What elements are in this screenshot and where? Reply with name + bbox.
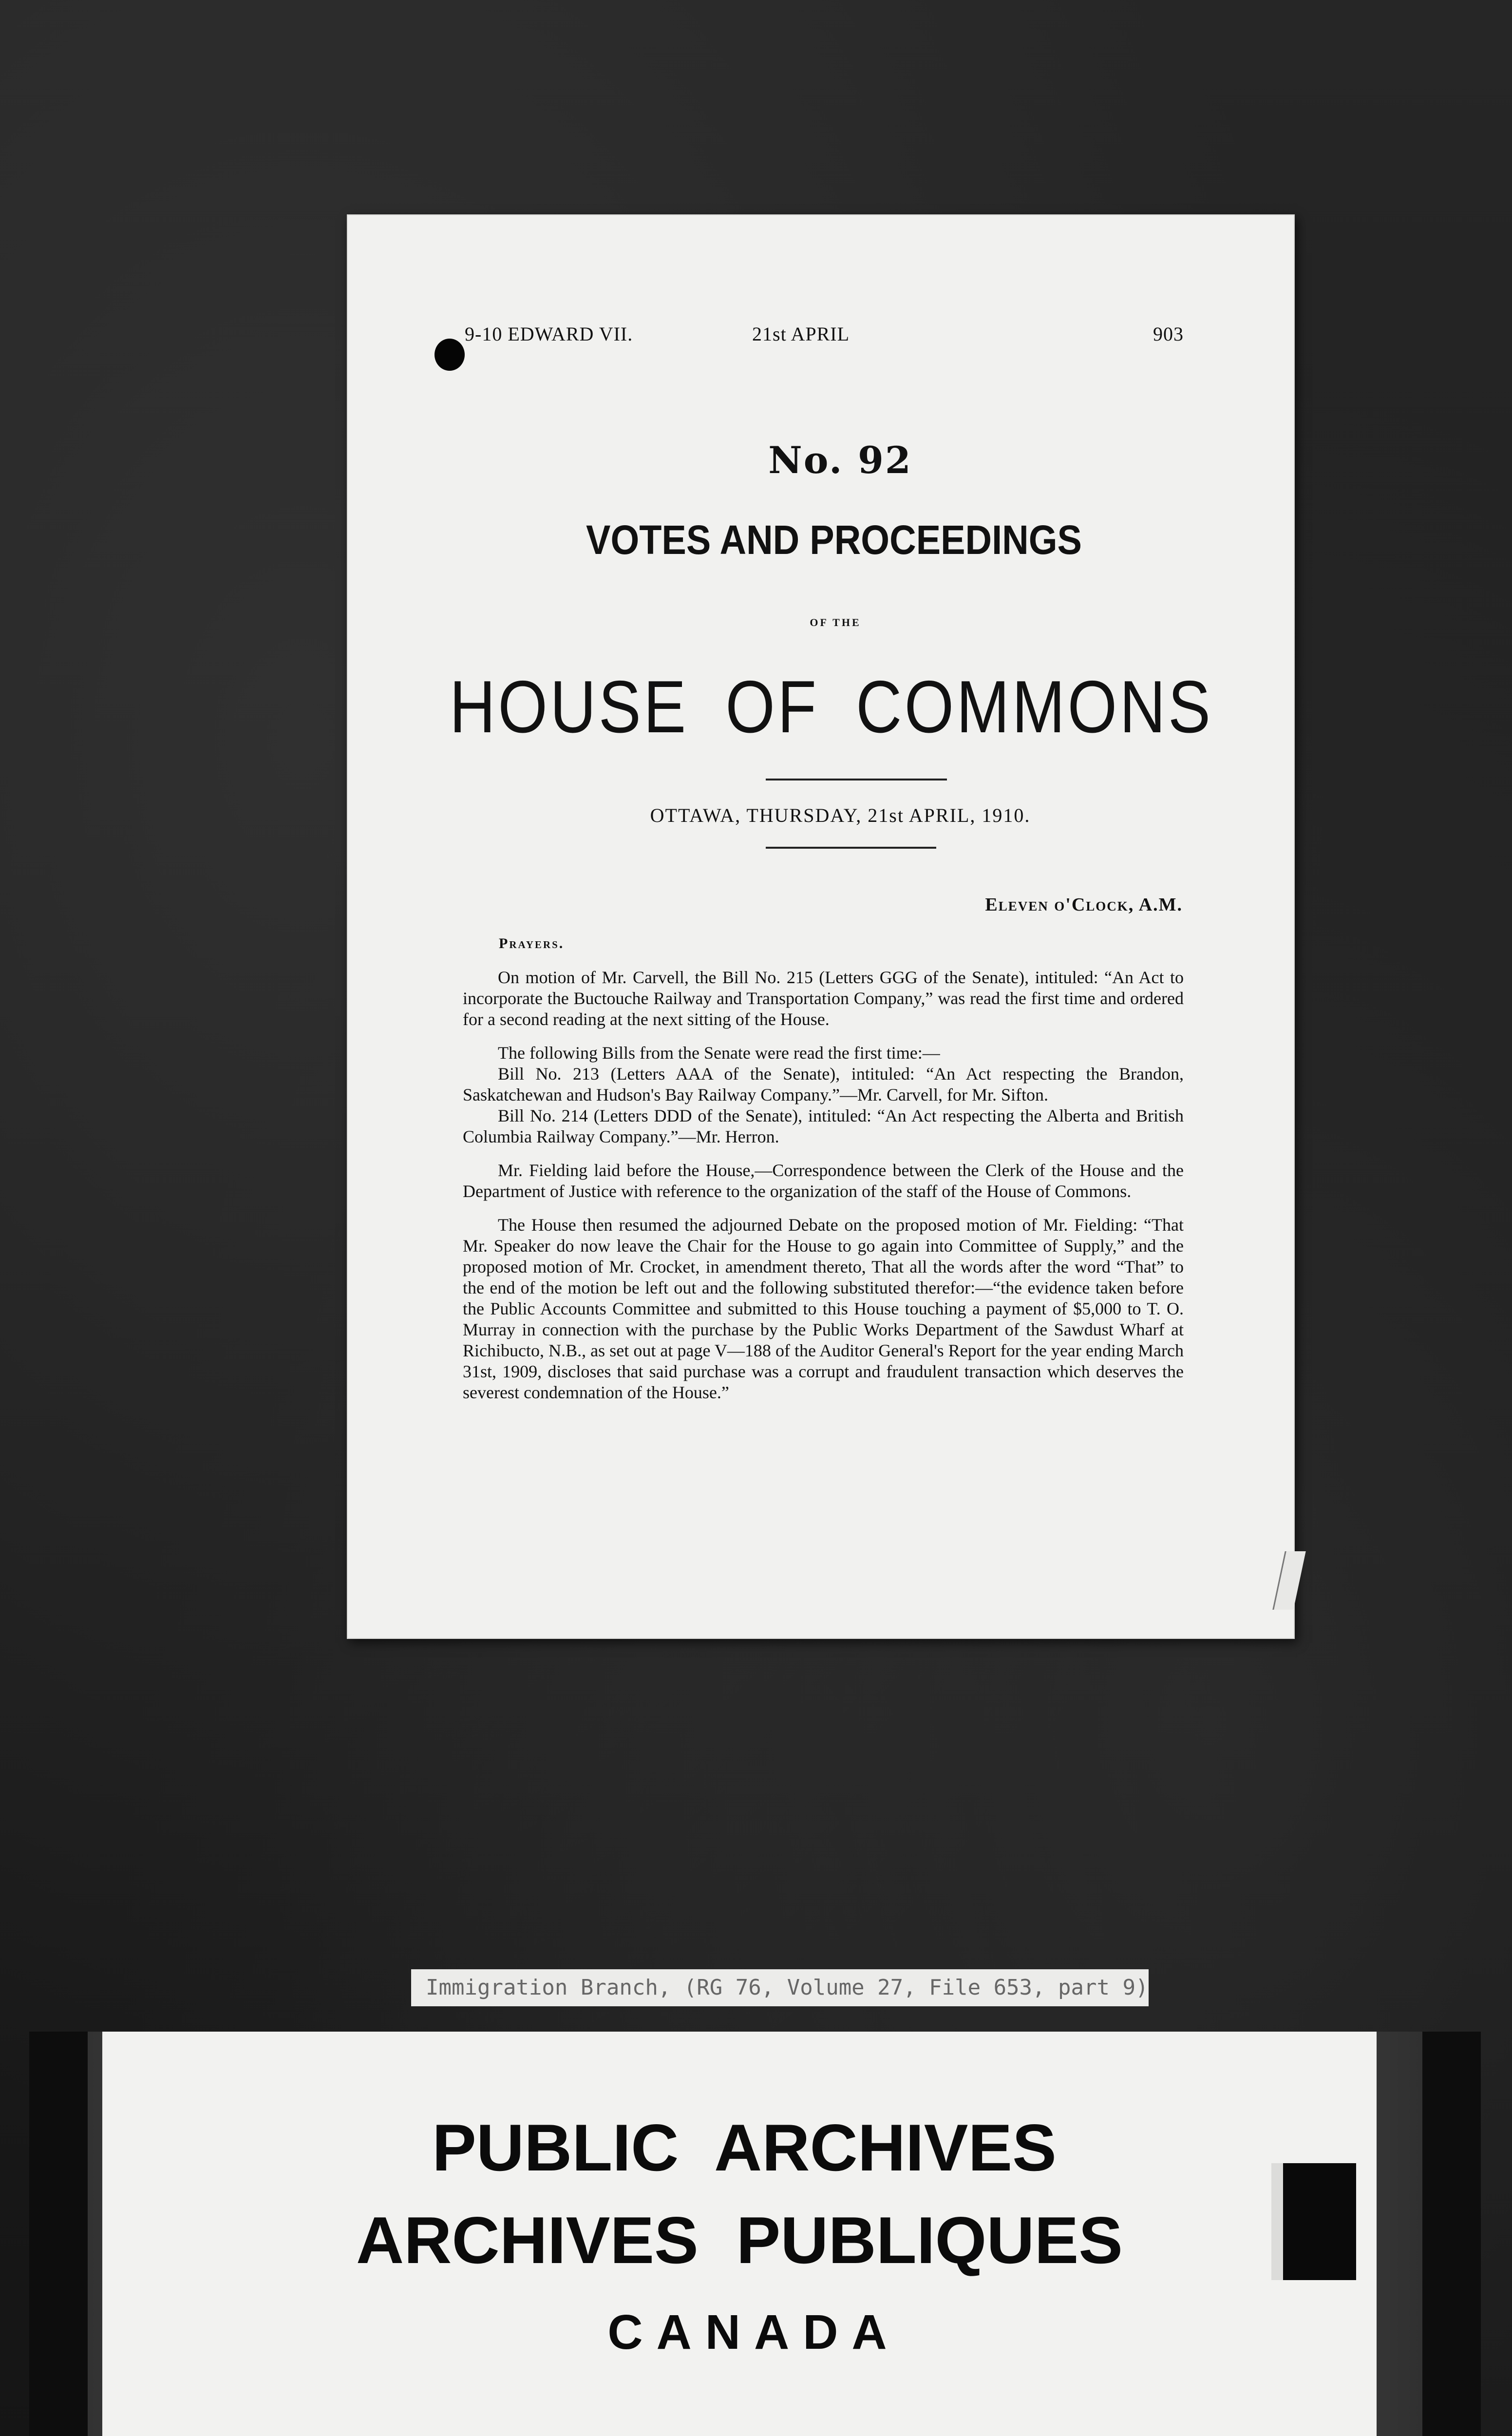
paragraph: Bill No. 214 (Letters DDD of the Senate), intituled: “An Act respecting the Alberta and British Columbia Railway Company.”—Mr. Herron.	[463, 1106, 1184, 1146]
paragraph: Bill No. 213 (Letters AAA of the Senate), intituled: “An Act respecting the Brandon, Saskatchewan and Hudson's Bay Railway Company.”—Mr. Carvell, for Mr. Sifton.	[463, 1064, 1184, 1104]
paragraph: Mr. Fielding laid before the House,—Correspondence between the Clerk of the House and the Department of Justice with reference to the organization of the staff of the House of Commons.	[463, 1161, 1184, 1201]
paragraph: The House then resumed the adjourned Debate on the proposed motion of Mr. Fielding: “That Mr. Speaker do now leave the Chair for the House to go again into Committee of Supply,” and the proposed motion of Mr. Crocket, in amendment thereto, That all the words after the word “That” to the end of the motion be left out and the following substituted therefor:—“the evidence taken before the Public Accounts Committee and submitted to this House touching a payment of $5,000 to T. O. Murray in connection with the purchase by the Public Works Department of the Sawdust Wharf at Richibucto, N.B., as set out at page V—188 of the Auditor General's Report for the year ending March 31st, 1909, discloses that said purchase was a corrupt and fraudulent transaction which deserves the severest condemnation of the House.”	[463, 1215, 1184, 1402]
issue-number: No. 92	[768, 438, 912, 482]
archives-line-french: ARCHIVES PUBLIQUES	[356, 2203, 1123, 2277]
page-number: 903	[1153, 323, 1184, 345]
document-page	[347, 214, 1295, 1639]
registration-mark	[1271, 2163, 1356, 2280]
sitting-time: Eleven o'Clock, A.M.	[985, 894, 1183, 915]
archive-file-label: Immigration Branch, (RG 76, Volume 27, File 653, part 9)	[411, 1969, 1149, 2006]
divider-rule	[766, 779, 947, 780]
punch-hole	[435, 339, 465, 371]
running-head	[465, 323, 1184, 352]
running-head-date: 21st APRIL	[752, 323, 850, 345]
title-connector: OF THE	[810, 616, 861, 628]
document-title: VOTES AND PROCEEDINGS	[586, 517, 1082, 563]
torn-corner	[1272, 1551, 1306, 1610]
dateline: OTTAWA, THURSDAY, 21st APRIL, 1910.	[650, 804, 1031, 826]
frame-slot	[29, 2032, 88, 2436]
section-heading: Prayers.	[499, 935, 565, 952]
archives-stamp	[102, 2032, 1377, 2436]
running-head-session: 9-10 EDWARD VII.	[465, 323, 633, 345]
paragraph: The following Bills from the Senate were read the first time:—	[498, 1043, 940, 1063]
proceedings-body	[463, 967, 1184, 1416]
frame-slot	[1422, 2032, 1481, 2436]
divider-rule	[766, 847, 936, 849]
archives-line-english: PUBLIC ARCHIVES	[432, 2111, 1057, 2185]
paragraph: On motion of Mr. Carvell, the Bill No. 215 (Letters GGG of the Senate), intituled: “An Act to incorporate the Buctouche Railway and Transportation Company,” was read the first time and ordered for a second reading at the next sitting of the House.	[463, 968, 1184, 1029]
house-title: HOUSE OF COMMONS	[449, 666, 1213, 748]
archives-line-country: CANADA	[607, 2305, 901, 2360]
